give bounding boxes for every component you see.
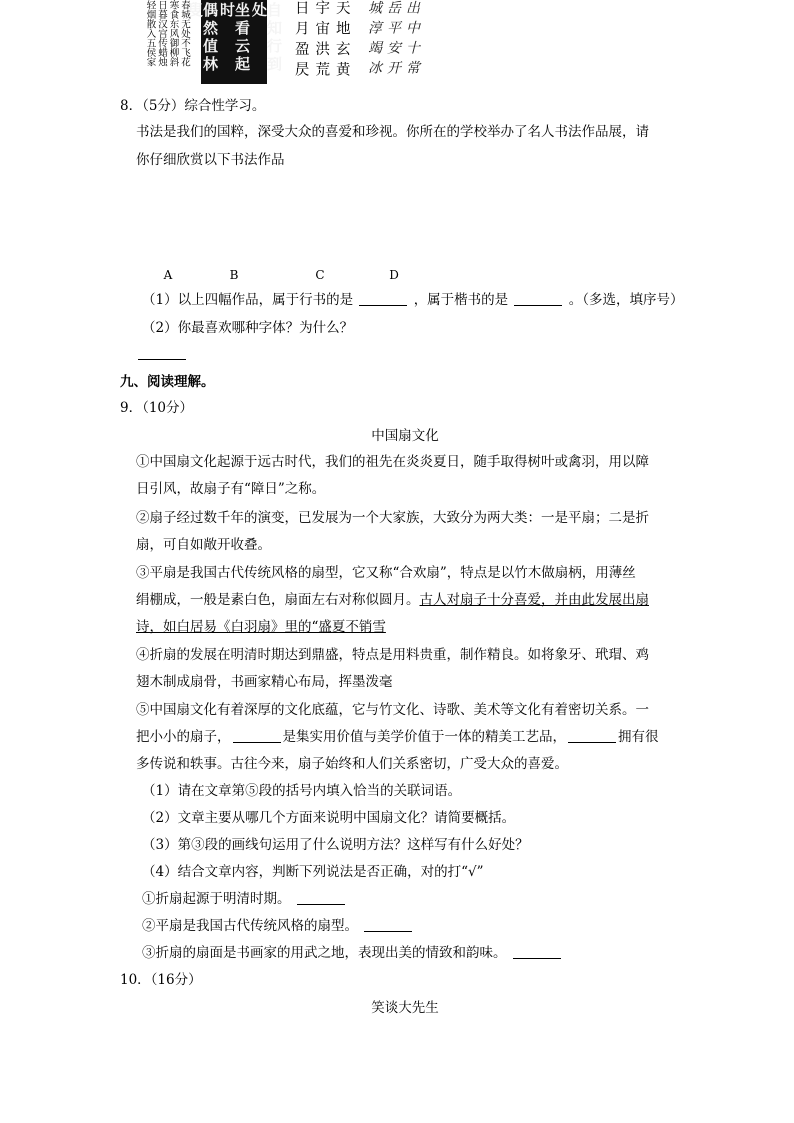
panel-c-text-2: 宇宙洪荒 [313,0,330,82]
panel-d-text-3: 城淳竭冰 [366,0,382,80]
panel-a-text-3: 日暮汉宫传蜡烛 [156,0,167,67]
q9-header: 9．（10分） [120,400,194,416]
q9-p3-text: 绢棚成，一般是素白色，扇面左右对称似圆月。 [136,592,420,608]
panel-d-col [367,0,381,84]
answer-blank-conjunction-1[interactable] [233,728,281,743]
q9-p5-text-2: 是集实用价值与美学价值于一体的精美工艺品， [282,729,566,745]
panel-d-text-2: 岳平安开 [385,0,401,80]
panel-d-col [405,0,419,84]
panel-b-text-2: 坐看云起时 [218,2,251,74]
panel-label-a: A [163,268,173,282]
panel-b-col [187,2,217,84]
panel-b-text-1: 自知行到处 [250,2,283,74]
q9-judge-3-text: ③折扇的扇面是书画家的用武之地，表现出美的情致和韵味。 [142,945,507,961]
q8-intro-line2: 你仔细欣赏以下书法作品 [136,152,285,168]
panel-a-col [157,0,167,84]
panel-c-col [314,0,329,84]
q9-judge-1 [142,889,347,909]
q9-title: 中国扇文化 [371,428,439,444]
panel-c-col [334,0,349,84]
panel-d-col [386,0,400,84]
q9-p4-line2: 翅木制成扇骨，书画家精心布局，挥墨泼毫 [136,674,393,690]
q9-p5-line2 [136,727,659,747]
q8-intro-line1: 书法是我们的国粹，深受大众的喜爱和珍视。你所在的学校举办了名人书法作品展，请 [136,124,649,140]
q9-p5-text-3: 拥有很 [618,729,659,745]
panel-c-text-1: 天地玄黄 [333,0,350,82]
panel-a-text-4: 轻烟散入五侯家 [144,0,156,67]
q10-title: 笑谈大先生 [371,1000,439,1016]
q9-p3-underlined-1: 古人对扇子十分喜爱，并由此发展出扇 [419,592,649,608]
q9-sub4: （4）结合文章内容，判断下列说法是否正确，对的打“√” [142,864,484,880]
panel-label-c: C [315,268,325,282]
calligraphy-panel-d [360,0,426,84]
answer-blank-judge-1[interactable] [297,890,345,905]
q8-sub1-middle: ，属于楷书的是 [413,292,509,308]
panel-b-col [251,2,281,84]
q8-header: 8．（5分）综合性学习。 [120,98,266,114]
q9-judge-3 [142,943,563,963]
q9-judge-2 [142,916,414,936]
panel-label-d: D [389,268,399,282]
q9-p3-line2 [136,590,649,610]
answer-blank-conjunction-2[interactable] [568,728,616,743]
panel-c-text-3: 日月盈昃 [292,0,309,82]
panel-b-col [219,2,249,84]
q10-header: 10．（16分） [120,972,202,988]
q8-sub2-answer [136,344,188,364]
panel-b-text-3: 偶然值林叟 [186,2,219,74]
panel-c-col [293,0,308,84]
calligraphy-panel-b [186,0,283,84]
q9-p2-line2: 扇，可自如敞开收叠。 [136,537,271,553]
q9-p5-line3: 多传说和轶事。古往今来，扇子始终和人们关系密切，广受大众的喜爱。 [136,756,568,772]
q8-sub2: （2）你最喜欢哪种字体？为什么？ [142,320,354,336]
q9-p4-line1: ④折扇的发展在明清时期达到鼎盛，特点是用料贵重，制作精良。如将象牙、玳瑁、鸡 [136,647,649,663]
q9-sub1: （1）请在文章第⑤段的括号内填入恰当的关联词语。 [142,783,462,799]
panel-a-text-1: 春城无处不飞花 [179,0,190,67]
q9-p5-line1: ⑤中国扇文化有着深厚的文化底蕴，它与竹文化、诗歌、美术等文化有着密切关系。一 [136,702,649,718]
panel-d-text-1: 出中十常 [404,0,420,80]
q9-p5-text-1: 把小小的扇子， [136,729,231,745]
panel-label-b: B [229,268,239,282]
q8-sub1-prefix: （1）以上四幅作品，属于行书的是 [142,292,354,308]
q8-sub1-suffix: 。（多选，填序号） [568,292,684,308]
panel-a-text-2: 寒食东风御柳斜 [167,0,179,67]
calligraphy-panel-c [286,0,356,84]
panel-a-col [168,0,178,84]
answer-blank-judge-2[interactable] [364,917,412,932]
q9-p3-line1: ③平扇是我国古代传统风格的扇型，它又称“合欢扇”，特点是以竹木做扇柄，用薄丝 [136,565,636,581]
q9-p2-line1: ②扇子经过数千年的演变，已发展为一个大家族，大致分为两大类：一是平扇；二是折 [136,510,649,526]
answer-blank-favorite-script[interactable] [138,345,186,360]
q9-p1-line1: ①中国扇文化起源于远古时代，我们的祖先在炎炎夏日，随手取得树叶或禽羽，用以障 [136,454,649,470]
section-9-heading: 九、阅读理解。 [120,374,215,390]
q9-p1-line2: 日引风，故扇子有“障日”之称。 [136,481,326,497]
q9-sub2: （2）文章主要从哪几个方面来说明中国扇文化？请简要概括。 [142,810,516,826]
answer-blank-judge-3[interactable] [513,944,561,959]
q9-p3-underlined-2: 诗，如白居易《白羽扇》里的“盛夏不销雪 [136,619,386,635]
q9-sub3: （3）第③段的画线句运用了什么说明方法？这样写有什么好处？ [142,837,529,853]
panel-a-col [145,0,155,84]
answer-blank-running-script[interactable] [359,291,407,306]
q9-judge-2-text: ②平扇是我国古代传统风格的扇型。 [142,918,358,934]
q9-judge-1-text: ①折扇起源于明清时期。 [142,891,291,907]
q8-sub1 [142,290,684,310]
answer-blank-regular-script[interactable] [514,291,562,306]
